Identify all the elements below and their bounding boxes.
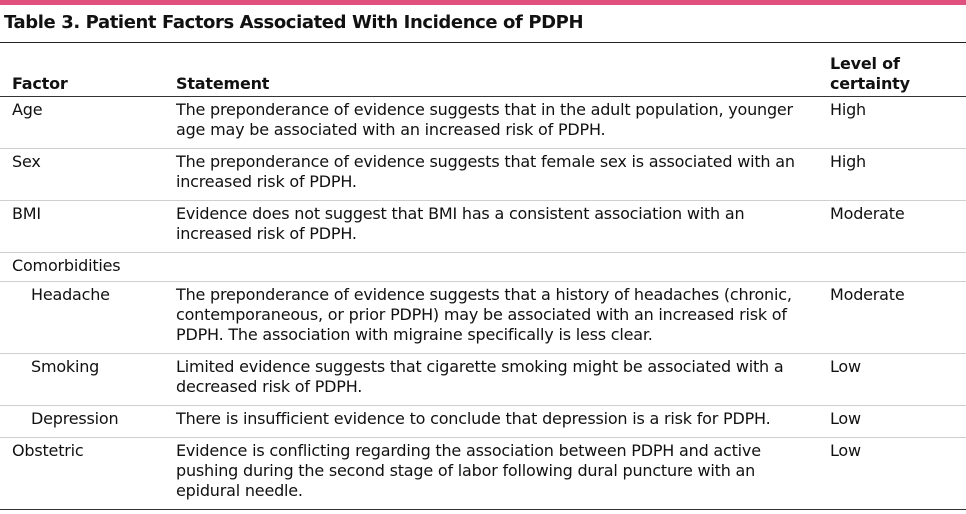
header-row bbox=[0, 52, 966, 97]
statement-cell: Evidence is conflicting regarding the association between PDPH and active pushing during the second stage of labor following dural puncture with an epidural needle. bbox=[176, 441, 761, 500]
patient-factors-table bbox=[0, 52, 966, 510]
top-accent-rule bbox=[0, 0, 966, 5]
table-row bbox=[0, 282, 966, 354]
table-row bbox=[0, 97, 966, 149]
header-factor: Factor bbox=[12, 74, 68, 93]
statement-cell: There is insufficient evidence to conclude that depression is a risk for PDPH. bbox=[176, 409, 771, 428]
level-cell: Moderate bbox=[830, 204, 905, 223]
level-cell: High bbox=[830, 100, 866, 119]
level-cell: Low bbox=[830, 357, 861, 376]
factor-cell: Age bbox=[12, 100, 43, 119]
factor-cell: Depression bbox=[31, 409, 119, 428]
table-title: Table 3. Patient Factors Associated With Incidence of PDPH bbox=[4, 12, 584, 33]
table-row bbox=[0, 438, 966, 510]
header-level bbox=[820, 52, 966, 97]
header-statement: Statement bbox=[176, 74, 270, 93]
header-level-line1: Level of bbox=[830, 54, 900, 73]
factor-cell: BMI bbox=[12, 204, 41, 223]
factor-cell: Smoking bbox=[31, 357, 100, 376]
factor-cell: Headache bbox=[31, 285, 110, 304]
statement-cell: The preponderance of evidence suggests that a history of headaches (chronic, contemporaneous, or prior PDPH) may be associated with an increased risk of PDPH. The association with migraine specifically is less clear. bbox=[176, 285, 792, 344]
factor-cell: Comorbidities bbox=[12, 256, 121, 275]
level-cell: Low bbox=[830, 441, 861, 460]
header-level-line2: certainty bbox=[830, 74, 910, 93]
factor-cell: Sex bbox=[12, 152, 41, 171]
factor-cell: Obstetric bbox=[12, 441, 84, 460]
table-row bbox=[0, 354, 966, 406]
title-divider bbox=[0, 42, 966, 43]
level-cell: Moderate bbox=[830, 285, 905, 304]
statement-cell bbox=[164, 253, 820, 282]
level-cell: High bbox=[830, 152, 866, 171]
table-row bbox=[0, 149, 966, 201]
level-cell bbox=[820, 253, 966, 282]
table-row bbox=[0, 406, 966, 438]
level-cell: Low bbox=[830, 409, 861, 428]
table-row-group-heading bbox=[0, 253, 966, 282]
statement-cell: The preponderance of evidence suggests that in the adult population, younger age may be associated with an increased risk of PDPH. bbox=[176, 100, 793, 139]
statement-cell: The preponderance of evidence suggests that female sex is associated with an increased risk of PDPH. bbox=[176, 152, 795, 191]
statement-cell: Limited evidence suggests that cigarette smoking might be associated with a decreased risk of PDPH. bbox=[176, 357, 784, 396]
statement-cell: Evidence does not suggest that BMI has a consistent association with an increased risk of PDPH. bbox=[176, 204, 745, 243]
table-row bbox=[0, 201, 966, 253]
